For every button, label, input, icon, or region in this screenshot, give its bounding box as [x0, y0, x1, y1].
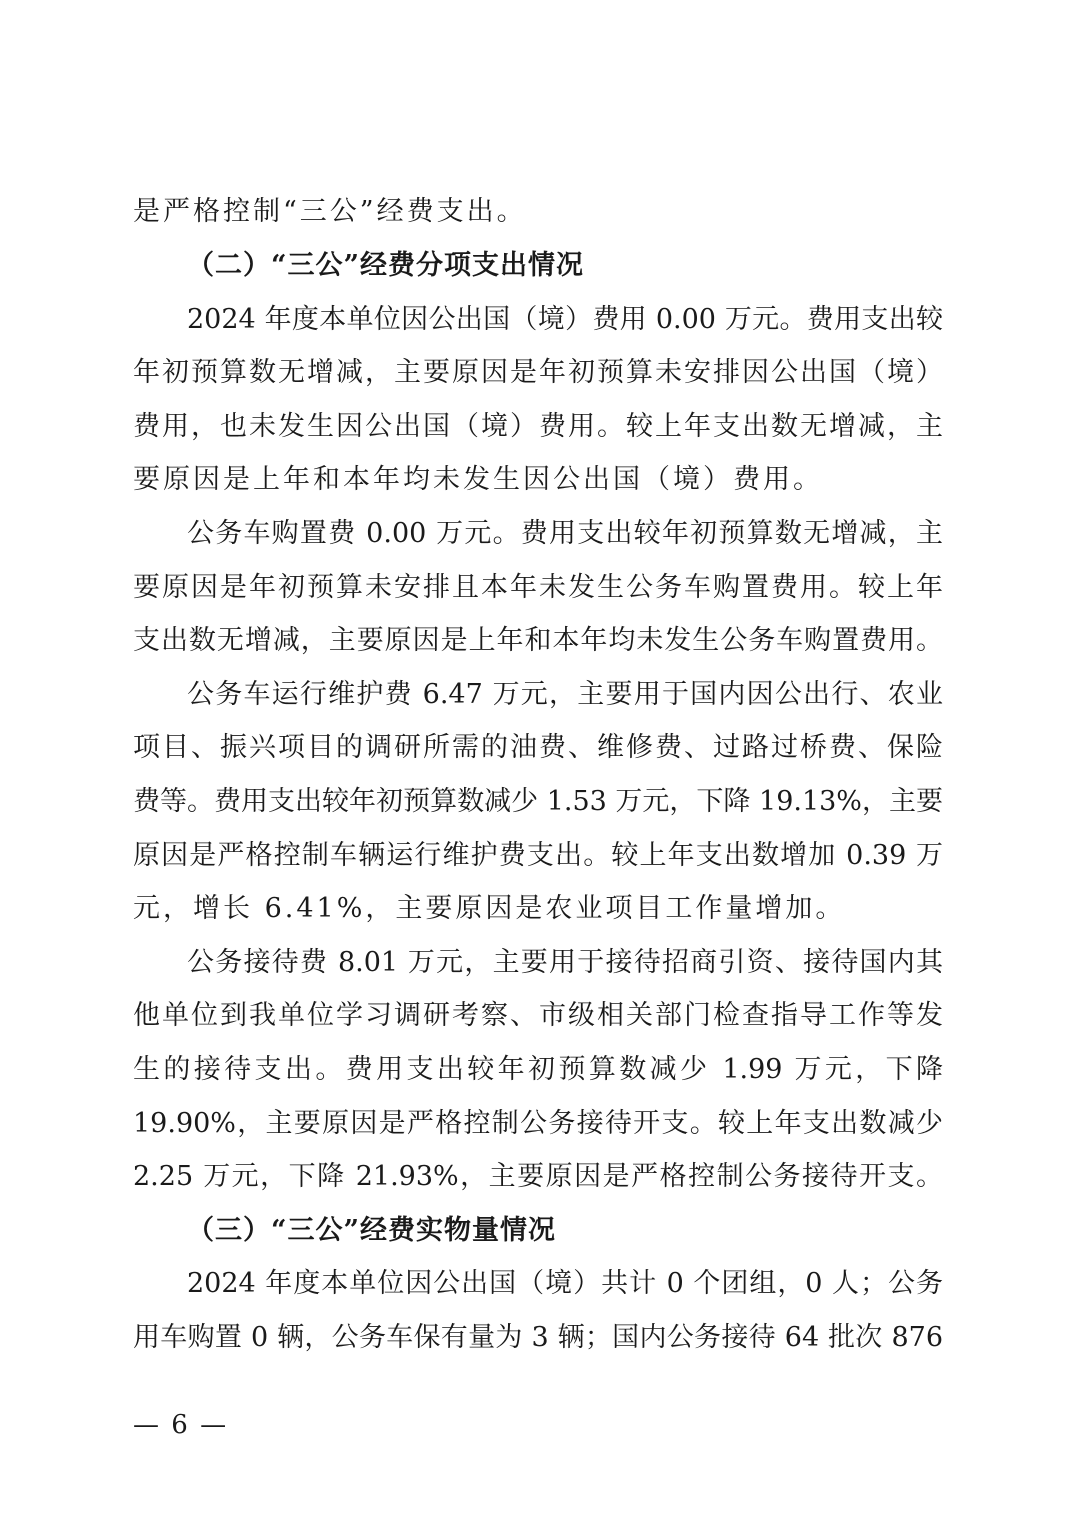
text-line: 要原因是年初预算未安排且本年未发生公务车购置费用。较上年	[133, 572, 943, 603]
text-line: 是严格控制“三公”经费支出。	[133, 196, 527, 227]
section-heading-2: （二）“三公”经费分项支出情况	[187, 250, 585, 281]
text-line: 公务接待费 8.01 万元，主要用于接待招商引资、接待国内其	[187, 947, 943, 978]
text-line: 项目、振兴项目的调研所需的油费、维修费、过路过桥费、保险	[133, 732, 943, 763]
text-line: 要原因是上年和本年均未发生因公出国（境）费用。	[133, 464, 823, 495]
page-number: — 6 —	[133, 1410, 229, 1440]
text-line: 他单位到我单位学习调研考察、市级相关部门检查指导工作等发	[133, 1000, 943, 1031]
text-line: 支出数无增减，主要原因是上年和本年均未发生公务车购置费用。	[133, 625, 943, 656]
text-line: 元，增长 6.41%，主要原因是农业项目工作量增加。	[133, 893, 846, 924]
text-line: 2024 年度本单位因公出国（境）费用 0.00 万元。费用支出较	[187, 304, 943, 335]
text-line: 年初预算数无增减，主要原因是年初预算未安排因公出国（境）	[133, 357, 943, 388]
text-line: 公务车购置费 0.00 万元。费用支出较年初预算数无增减，主	[187, 518, 943, 549]
text-line: 用车购置 0 辆，公务车保有量为 3 辆；国内公务接待 64 批次 876	[133, 1322, 943, 1353]
text-line: 2.25 万元，下降 21.93%，主要原因是严格控制公务接待开支。	[133, 1161, 943, 1192]
text-line: 19.90%，主要原因是严格控制公务接待开支。较上年支出数减少	[133, 1108, 943, 1139]
text-line: 2024 年度本单位因公出国（境）共计 0 个团组，0 人；公务	[187, 1268, 943, 1299]
text-line: 生的接待支出。费用支出较年初预算数减少 1.99 万元，下降	[133, 1054, 943, 1085]
text-line: 公务车运行维护费 6.47 万元，主要用于国内因公出行、农业	[187, 679, 943, 710]
text-line: 原因是严格控制车辆运行维护费支出。较上年支出数增加 0.39 万	[133, 840, 943, 871]
text-line: 费等。费用支出较年初预算数减少 1.53 万元，下降 19.13%，主要	[133, 786, 943, 817]
text-line: 费用，也未发生因公出国（境）费用。较上年支出数无增减，主	[133, 411, 943, 442]
section-heading-3: （三）“三公”经费实物量情况	[187, 1215, 557, 1246]
